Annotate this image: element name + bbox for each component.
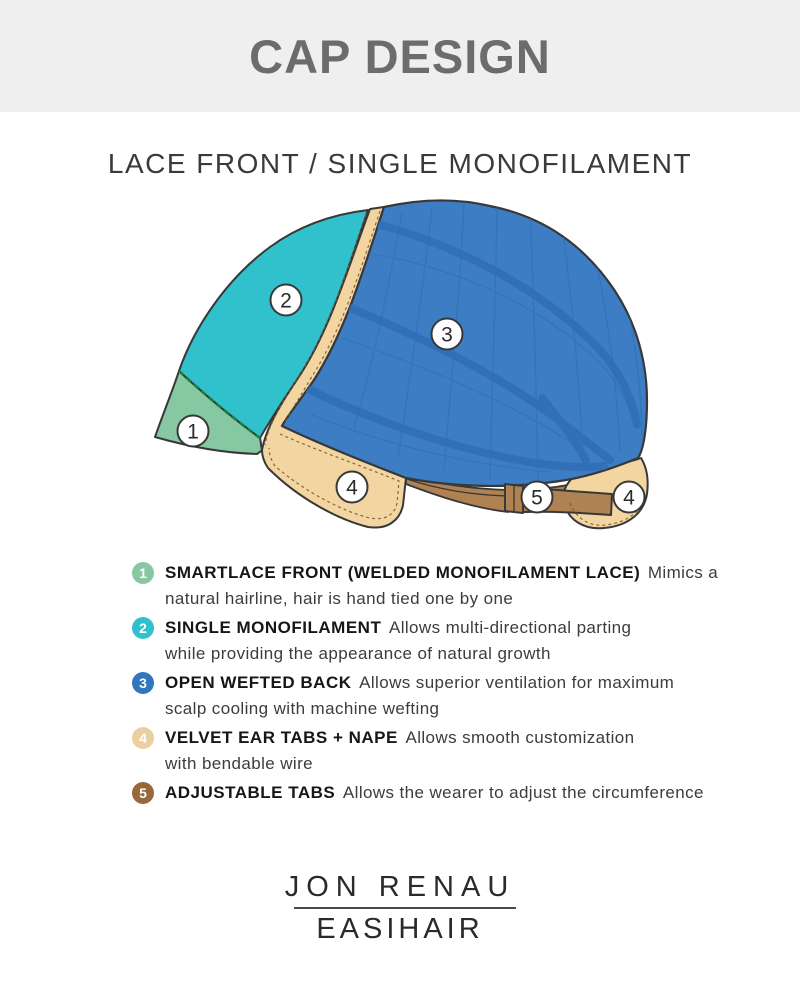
cap-style-subtitle: LACE FRONT / SINGLE MONOFILAMENT bbox=[107, 148, 693, 179]
legend-desc: Allows smooth customization bbox=[405, 728, 635, 747]
legend-item-smartlace-front bbox=[132, 560, 718, 612]
legend-badge-5: 5 bbox=[132, 782, 154, 804]
legend-badge-1: 1 bbox=[132, 562, 154, 584]
svg-text:2: 2 bbox=[280, 289, 292, 313]
legend-line1 bbox=[165, 670, 674, 696]
legend-desc: Allows multi-directional parting bbox=[388, 618, 632, 637]
legend-line2: natural hairline, hair is hand tied one by one bbox=[165, 589, 514, 608]
legend-item-single-monofilament bbox=[132, 615, 631, 667]
legend-title: SMARTLACE FRONT (WELDED MONOFILAMENT LACE) bbox=[165, 563, 641, 582]
callout-3 bbox=[432, 319, 463, 350]
callout-1 bbox=[178, 416, 209, 447]
callout-4-nape bbox=[614, 482, 645, 513]
svg-text:3: 3 bbox=[441, 323, 453, 347]
legend-item-velvet-ear-tabs bbox=[132, 725, 635, 777]
legend-title: OPEN WEFTED BACK bbox=[165, 673, 352, 692]
legend-badge-2: 2 bbox=[132, 617, 154, 639]
brand-divider-line bbox=[294, 907, 516, 909]
callout-4-ear-tab bbox=[337, 472, 368, 503]
brand-name-bottom: EASIHAIR bbox=[316, 913, 484, 945]
legend-title: ADJUSTABLE TABS bbox=[165, 783, 336, 802]
legend-desc: Allows superior ventilation for maximum bbox=[359, 673, 675, 692]
legend-line1 bbox=[165, 615, 631, 641]
page-title: CAP DESIGN bbox=[249, 29, 551, 83]
legend-line2: while providing the appearance of natural growth bbox=[165, 644, 551, 663]
legend-title: SINGLE MONOFILAMENT bbox=[165, 618, 382, 637]
legend-desc: Allows the wearer to adjust the circumference bbox=[342, 783, 704, 802]
svg-text:5: 5 bbox=[531, 486, 543, 510]
legend-item-adjustable-tabs bbox=[132, 780, 704, 806]
svg-text:4: 4 bbox=[623, 486, 635, 510]
svg-text:4: 4 bbox=[346, 476, 358, 500]
legend-desc: Mimics a bbox=[647, 563, 719, 582]
callout-2 bbox=[271, 285, 302, 316]
brand-name-top: JON RENAU bbox=[284, 871, 516, 903]
legend-line1 bbox=[165, 780, 704, 806]
legend-line2: with bendable wire bbox=[165, 754, 314, 773]
callout-5 bbox=[522, 482, 553, 513]
legend-item-open-wefted-back bbox=[132, 670, 674, 722]
legend-badge-4: 4 bbox=[132, 727, 154, 749]
legend-line1 bbox=[165, 725, 635, 751]
legend-line1 bbox=[165, 560, 718, 586]
legend-title: VELVET EAR TABS + NAPE bbox=[165, 728, 398, 747]
legend-line2: scalp cooling with machine wefting bbox=[165, 699, 440, 718]
legend-badge-3: 3 bbox=[132, 672, 154, 694]
svg-text:1: 1 bbox=[187, 420, 199, 444]
